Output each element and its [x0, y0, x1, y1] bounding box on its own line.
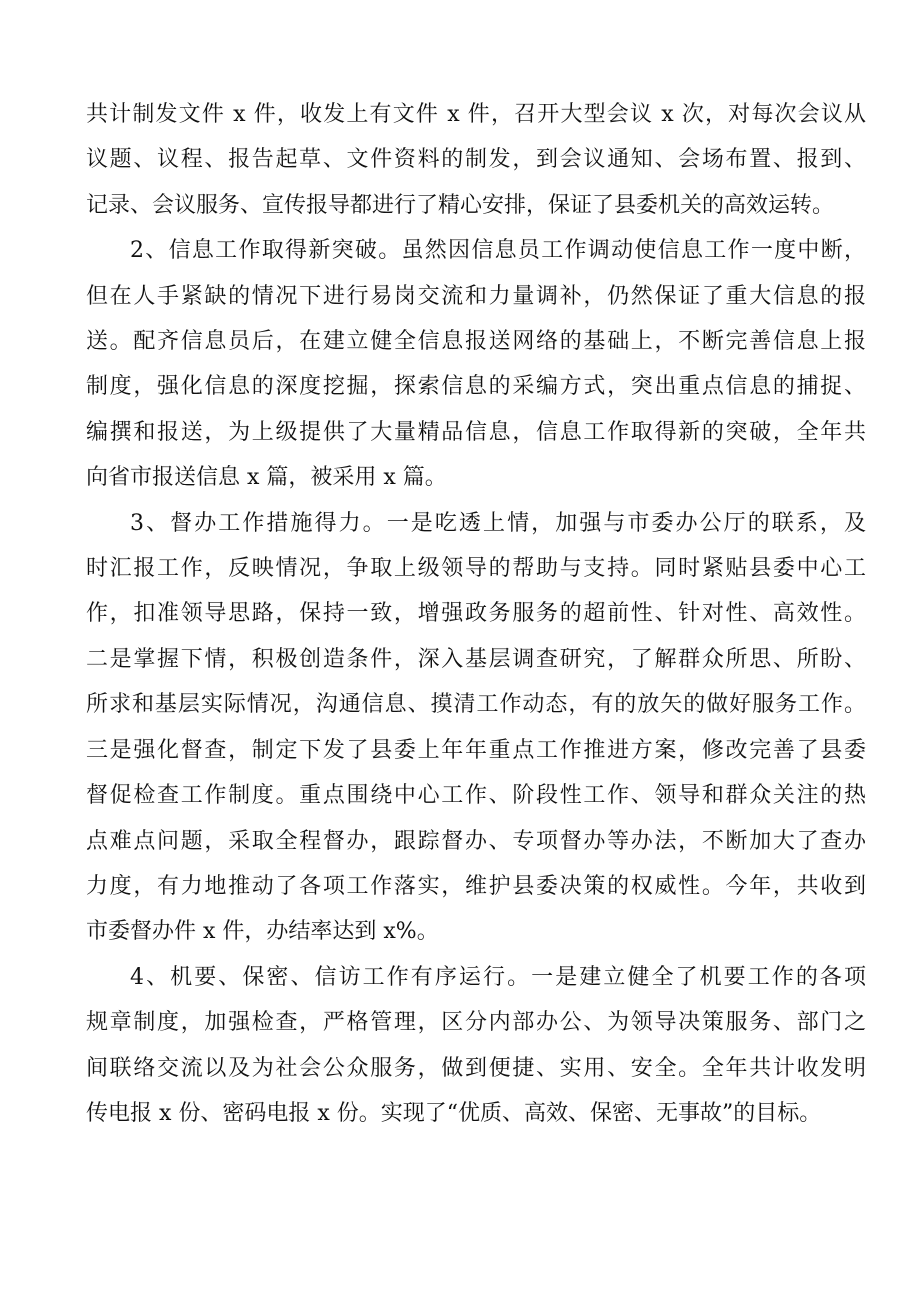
- text-line: 编撰和报送，为上级提供了大量精品信息，信息工作取得新的突破，全年共: [86, 419, 866, 445]
- text-line: 力度，有力地推动了各项工作落实，维护县委决策的权威性。今年，共收到: [86, 873, 866, 899]
- text-line: 二是掌握下情，积极创造条件，深入基层调查研究，了解群众所思、所盼、: [86, 646, 866, 672]
- text-line: 规章制度，加强检查，严格管理，区分内部办公、为领导决策服务、部门之: [86, 1010, 866, 1036]
- paragraph-supervision-work: [86, 501, 866, 955]
- text-line: 所求和基层实际情况，沟通信息、摸清工作动态，有的放矢的做好服务工作。: [86, 692, 866, 718]
- text-line: 2、信息工作取得新突破。虽然因信息员工作调动使信息工作一度中断，: [130, 238, 866, 264]
- text-line: 传电报 x 份、密码电报 x 份。实现了“优质、高效、保密、无事故”的目标。: [86, 1100, 822, 1126]
- paragraph-meeting-work: [86, 92, 866, 228]
- text-line: 4、机要、保密、信访工作有序运行。一是建立健全了机要工作的各项: [130, 964, 866, 990]
- text-line: 记录、会议服务、宣传报导都进行了精心安排，保证了县委机关的高效运转。: [86, 192, 835, 218]
- paragraph-information-work: [86, 228, 866, 500]
- text-line: 但在人手紧缺的情况下进行易岗交流和力量调补，仍然保证了重大信息的报: [86, 283, 866, 309]
- text-line: 市委督办件 x 件，办结率达到 x%。: [86, 919, 439, 945]
- text-line: 时汇报工作，反映情况，争取上级领导的帮助与支持。同时紧贴县委中心工: [86, 556, 866, 582]
- text-line: 作，扣准领导思路，保持一致，增强政务服务的超前性、针对性、高效性。: [86, 601, 866, 627]
- text-line: 向省市报送信息 x 篇，被采用 x 篇。: [86, 465, 447, 491]
- document-body: [86, 92, 866, 1136]
- text-line: 制度，强化信息的深度挖掘，探索信息的采编方式，突出重点信息的捕捉、: [86, 374, 866, 400]
- text-line: 间联络交流以及为社会公众服务，做到便捷、实用、安全。全年共计收发明: [86, 1055, 866, 1081]
- text-line: 三是强化督查，制定下发了县委上年年重点工作推进方案，修改完善了县委: [86, 737, 866, 763]
- text-line: 共计制发文件 x 件，收发上有文件 x 件，召开大型会议 x 次，对每次会议从: [86, 102, 866, 127]
- text-line: 议题、议程、报告起草、文件资料的制发，到会议通知、会场布置、报到、: [86, 147, 866, 173]
- text-line: 3、督办工作措施得力。一是吃透上情，加强与市委办公厅的联系，及: [130, 510, 866, 536]
- text-line: 送。配齐信息员后，在建立健全信息报送网络的基础上，不断完善信息上报: [86, 329, 866, 355]
- text-line: 点难点问题，采取全程督办，跟踪督办、专项督办等办法，不断加大了查办: [86, 828, 866, 854]
- text-line: 督促检查工作制度。重点围绕中心工作、阶段性工作、领导和群众关注的热: [86, 783, 866, 809]
- paragraph-confidential-work: [86, 955, 866, 1137]
